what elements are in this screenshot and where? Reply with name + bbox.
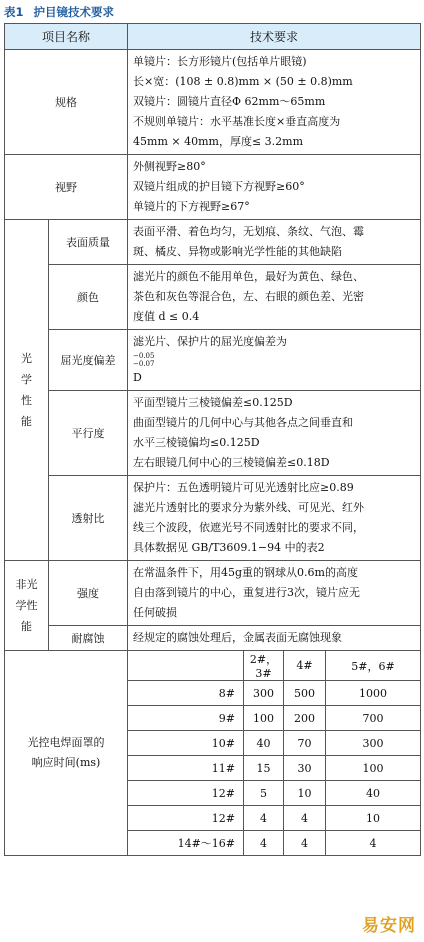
color-line: 度值 d ≤ 0.4 [133, 310, 200, 323]
response-value: 4 [244, 831, 284, 856]
shade-label: 8# [128, 681, 244, 706]
response-col-header: 5#，6# [326, 651, 421, 681]
table-row-strength [5, 561, 421, 626]
table-row-parallel [5, 391, 421, 476]
parallel-line: 曲面型镜片的几何中心与其他各点之间垂直和 [133, 416, 354, 429]
strength-requirement [128, 561, 421, 626]
response-value: 200 [284, 706, 326, 731]
shade-label: 9# [128, 706, 244, 731]
spec-requirement [128, 50, 421, 155]
strength-name: 强度 [49, 561, 128, 626]
parallel-requirement [128, 391, 421, 476]
header-requirement: 技术要求 [128, 24, 421, 50]
color-line: 滤光片的颜色不能用单色，最好为黄色、绿色、 [133, 270, 365, 283]
table-caption [4, 3, 114, 21]
tolerance-lower: −0.07 [133, 360, 155, 368]
response-value: 500 [284, 681, 326, 706]
response-value: 1000 [326, 681, 421, 706]
caption-label: 表1 [4, 5, 24, 19]
surface-line: 表面平滑、着色均匀，无划痕、条纹、气泡、霉 [133, 225, 365, 238]
response-col-header: 4# [284, 651, 326, 681]
spec-line: 单镜片：长方形镜片(包括单片眼镜) [133, 55, 307, 68]
refraction-unit: D [133, 371, 142, 384]
site-watermark: 易安网 [362, 916, 416, 936]
color-line: 茶色和灰色等混合色，左、右眼的颜色差、光密 [133, 290, 365, 303]
strength-line: 任何破损 [133, 606, 178, 619]
parallel-name: 平行度 [49, 391, 128, 476]
header-item-name: 项目名称 [5, 24, 128, 50]
spec-line: 45mm × 40mm，厚度≤ 3.2mm [133, 135, 304, 148]
surface-line: 斑、橘皮、异物或影响光学性能的其他缺陷 [133, 245, 343, 258]
table-row-surface [5, 220, 421, 265]
response-value: 4 [284, 806, 326, 831]
response-value: 4 [284, 831, 326, 856]
refraction-text: 滤光片、保护片的屈光度偏差为 [133, 335, 288, 348]
response-value: 5 [244, 781, 284, 806]
shade-label: 11# [128, 756, 244, 781]
shade-label: 12# [128, 781, 244, 806]
corrosion-name: 耐腐蚀 [49, 626, 128, 651]
strength-line: 在常温条件下，用45g重的钢球从0.6m的高度 [133, 566, 358, 579]
surface-requirement [128, 220, 421, 265]
strength-line: 自由落到镜片的中心，重复进行3次，镜片应无 [133, 586, 361, 599]
response-value: 100 [326, 756, 421, 781]
view-line: 外侧视野≥80° [133, 160, 206, 173]
transmit-line: 具体数据见 GB/T3609.1−94 中的表2 [133, 541, 325, 554]
caption-title: 护目镜技术要求 [33, 5, 115, 19]
response-value: 700 [326, 706, 421, 731]
shade-label: 14#～16# [128, 831, 244, 856]
response-value: 15 [244, 756, 284, 781]
table-row-corrosion [5, 626, 421, 651]
surface-name: 表面质量 [49, 220, 128, 265]
view-name: 视野 [5, 155, 128, 220]
refraction-tolerance [133, 352, 415, 368]
spec-line: 长×宽：(108 ± 0.8)mm × (50 ± 0.8)mm [133, 75, 353, 88]
response-name [5, 651, 128, 856]
optical-group-label [5, 220, 49, 561]
spec-line: 双镜片：圆镜片直径Φ 62mm～65mm [133, 95, 326, 108]
spec-name: 规格 [5, 50, 128, 155]
shade-label: 10# [128, 731, 244, 756]
table-row-color [5, 265, 421, 330]
response-value: 300 [326, 731, 421, 756]
response-value: 4 [326, 831, 421, 856]
color-requirement [128, 265, 421, 330]
response-value: 40 [326, 781, 421, 806]
response-value: 300 [244, 681, 284, 706]
response-col-header: 2#，3# [244, 651, 284, 681]
shade-label: 12# [128, 806, 244, 831]
parallel-line: 平面型镜片三棱镜偏差≤0.125D [133, 396, 293, 409]
optical-group-char: 能 [21, 415, 32, 428]
nonoptical-group-label [5, 561, 49, 651]
tolerance-upper: −0.05 [133, 352, 155, 360]
corrosion-requirement: 经规定的腐蚀处理后，金属表面无腐蚀现象 [128, 626, 421, 651]
nonoptical-group-line: 非光 [15, 578, 38, 591]
spec-table [4, 23, 421, 856]
response-name-line: 光控电焊面罩的 [27, 736, 105, 749]
nonoptical-group-line: 能 [21, 620, 32, 633]
parallel-line: 左右眼镜几何中心的三棱镜偏差≤0.18D [133, 456, 330, 469]
table-row-spec [5, 50, 421, 155]
response-value: 4 [244, 806, 284, 831]
response-value: 40 [244, 731, 284, 756]
table-header-row [5, 24, 421, 50]
refraction-requirement [128, 330, 421, 391]
color-name: 颜色 [49, 265, 128, 330]
view-requirement [128, 155, 421, 220]
optical-group-char: 性 [21, 394, 32, 407]
transmit-requirement [128, 476, 421, 561]
refraction-name: 屈光度偏差 [49, 330, 128, 391]
transmit-line: 保护片：五色透明镜片可见光透射比应≥0.89 [133, 481, 354, 494]
response-name-line: 响应时间(ms) [31, 756, 101, 769]
view-line: 双镜片组成的护目镜下方视野≥60° [133, 180, 305, 193]
table-row-transmit [5, 476, 421, 561]
transmit-line: 滤光片透射比的要求分为紫外线、可见光、红外 [133, 501, 365, 514]
table-row-refraction [5, 330, 421, 391]
nonoptical-group-line: 学性 [15, 599, 38, 612]
spec-line: 不规则单镜片：水平基准长度×垂直高度为 [133, 115, 341, 128]
parallel-line: 水平三棱镜偏均≤0.125D [133, 436, 260, 449]
table-row-view [5, 155, 421, 220]
table-row-response-head [5, 651, 421, 681]
response-value: 10 [326, 806, 421, 831]
transmit-name: 透射比 [49, 476, 128, 561]
response-corner-cell [128, 651, 244, 681]
response-value: 30 [284, 756, 326, 781]
response-value: 70 [284, 731, 326, 756]
response-value: 100 [244, 706, 284, 731]
response-value: 10 [284, 781, 326, 806]
optical-group-char: 学 [21, 373, 32, 386]
view-line: 单镜片的下方视野≥67° [133, 200, 250, 213]
optical-group-char: 光 [21, 352, 32, 365]
transmit-line: 线三个波段，依遮光号不同透射比的要求不同， [133, 521, 365, 534]
